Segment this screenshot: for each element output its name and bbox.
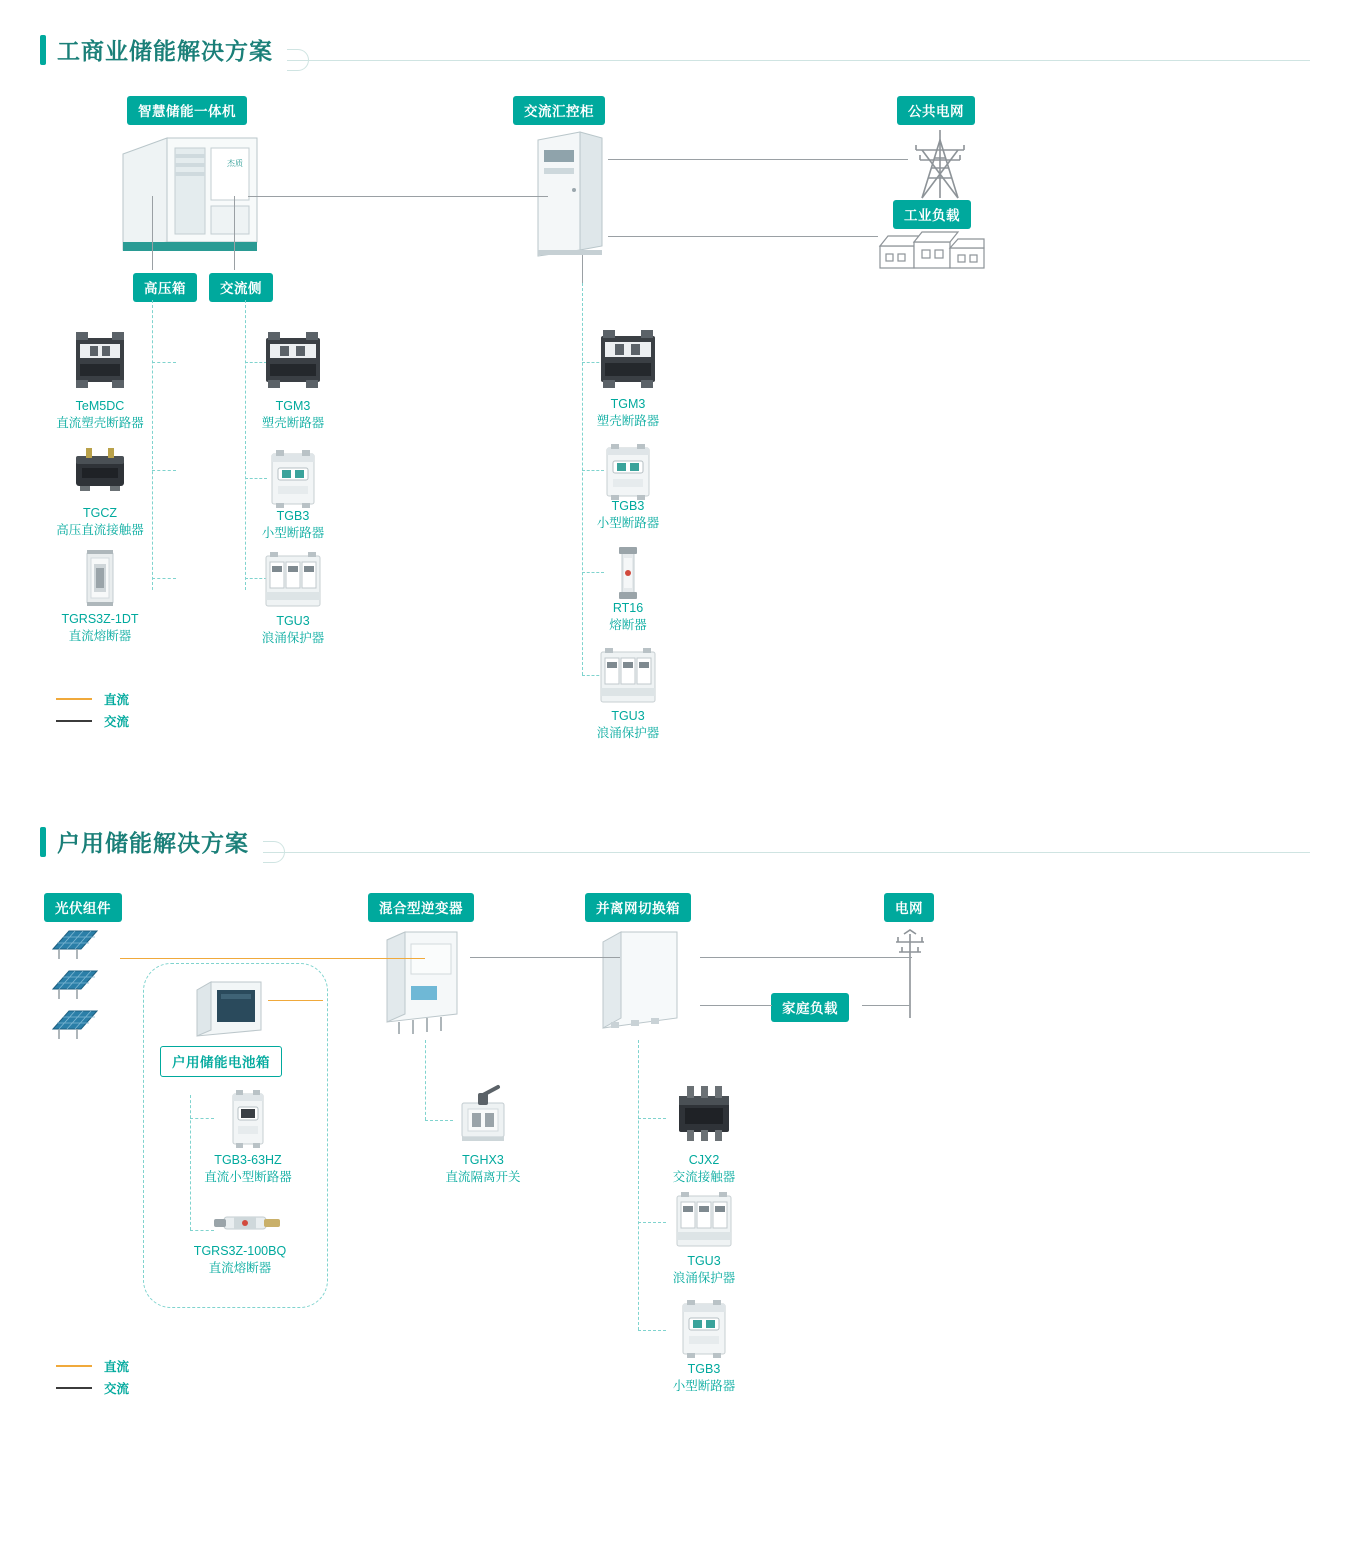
component-name: 小型断路器 — [596, 516, 660, 530]
device-ac-cabinet — [528, 128, 612, 256]
component-name: 塑壳断路器 — [261, 416, 325, 430]
legend-swatch-ac — [56, 1387, 92, 1389]
component-icon-tgu3-ac — [262, 552, 324, 610]
branch-sw-3 — [638, 1330, 666, 1331]
legend-swatch-dc — [56, 1365, 92, 1367]
component-model: TGB3-63HZ — [214, 1153, 282, 1167]
component-name: 交流接触器 — [672, 1170, 736, 1184]
node-label-ess: 智慧储能一体机 — [127, 96, 247, 125]
node-label-grid: 电网 — [884, 893, 934, 922]
legend-row-dc — [56, 688, 129, 710]
branch-bat-1 — [190, 1118, 214, 1119]
legend-residential — [56, 1355, 129, 1399]
component-caption-tghx3 — [445, 1152, 520, 1186]
section-divider — [263, 852, 1310, 853]
component-caption-tgcz — [56, 505, 144, 539]
component-icon-cjx2 — [673, 1086, 735, 1142]
branch-hv-box — [152, 300, 153, 590]
component-model: TGU3 — [611, 709, 645, 723]
legend-label-ac: 交流 — [104, 715, 130, 729]
line-switchbox-to-grid — [700, 957, 912, 958]
branch-hv-3 — [152, 578, 176, 579]
component-name: 小型断路器 — [261, 526, 325, 540]
device-industrial-building — [878, 228, 988, 270]
legend-label-dc: 直流 — [104, 693, 130, 707]
node-label-home-load: 家庭负载 — [771, 993, 849, 1022]
branch-inverter — [425, 1040, 426, 1120]
component-caption-tgrs3z-1dt — [61, 611, 138, 645]
branch-hv-2 — [152, 470, 176, 471]
component-name: 小型断路器 — [672, 1379, 736, 1393]
component-caption-tgu3-cab — [597, 708, 660, 742]
component-icon-tgcz — [72, 448, 128, 492]
line-drop-hv-box — [152, 196, 153, 270]
branch-cabinet — [582, 283, 583, 675]
section-title: 工商业储能解决方案 — [57, 38, 273, 64]
component-model: TeM5DC — [75, 399, 125, 413]
legend-swatch-ac — [56, 720, 92, 722]
component-icon-tgrs3z-1dt — [77, 550, 123, 606]
component-caption-tgrs3z-100bq — [194, 1243, 286, 1277]
branch-inv-1 — [425, 1120, 453, 1121]
branch-ac-2 — [245, 478, 267, 479]
component-name: 直流塑壳断路器 — [56, 416, 144, 430]
device-pv-panel-2 — [49, 967, 101, 1001]
component-name: 熔断器 — [609, 618, 647, 632]
line-drop-ac-side — [234, 196, 235, 270]
branch-sw-2 — [638, 1222, 666, 1223]
component-caption-tgb3-cab — [597, 498, 660, 532]
component-caption-tgb3-res — [673, 1361, 736, 1395]
line-cabinet-to-load — [608, 236, 878, 237]
legend-row-dc — [56, 1355, 129, 1377]
node-label-ac-side: 交流侧 — [209, 273, 273, 302]
component-icon-tem5dc — [70, 332, 130, 388]
component-icon-tgb3-63hz — [228, 1090, 268, 1148]
component-model: CJX2 — [688, 1153, 720, 1167]
component-icon-tgm3-ac — [260, 332, 326, 388]
section-title: 户用储能解决方案 — [57, 830, 249, 856]
component-name: 直流熔断器 — [68, 629, 132, 643]
node-label-industrial-load: 工业负载 — [893, 200, 971, 229]
component-model: TGM3 — [275, 399, 311, 413]
line-ess-to-ac-cabinet — [248, 196, 548, 197]
node-label-battery-box: 户用储能电池箱 — [160, 1046, 282, 1077]
branch-switchbox — [638, 1040, 639, 1330]
component-icon-tgu3-cab — [597, 648, 659, 706]
component-caption-tgu3-ac — [262, 613, 325, 647]
component-name: 直流熔断器 — [208, 1261, 272, 1275]
component-model: RT16 — [612, 601, 644, 615]
component-model: TGB3 — [687, 1362, 721, 1376]
component-icon-tghx3 — [452, 1085, 514, 1143]
component-icon-tgm3-cab — [595, 330, 661, 388]
component-caption-cjx2 — [673, 1152, 736, 1186]
component-caption-tgu3-res — [673, 1253, 736, 1287]
component-model: TGRS3Z-100BQ — [193, 1244, 287, 1258]
device-pv-panel-3 — [49, 1007, 101, 1041]
legend-label-ac: 交流 — [104, 1382, 130, 1396]
branch-hv-1 — [152, 362, 176, 363]
legend-label-dc: 直流 — [104, 1360, 130, 1374]
section-accent-bar — [40, 827, 46, 857]
component-name: 浪涌保护器 — [261, 631, 325, 645]
component-name: 浪涌保护器 — [672, 1271, 736, 1285]
legend-swatch-dc — [56, 698, 92, 700]
component-caption-rt16 — [609, 600, 647, 634]
line-inverter-to-switchbox — [470, 957, 620, 958]
component-name: 直流小型断路器 — [204, 1170, 292, 1184]
node-label-pv: 光伏组件 — [44, 893, 122, 922]
component-icon-tgb3-res — [677, 1300, 731, 1358]
line-drop-ac-cabinet — [582, 255, 583, 283]
section-accent-bar — [40, 35, 46, 65]
line-switchbox-to-home-load — [700, 1005, 772, 1006]
branch-battery-box — [190, 1095, 191, 1230]
branch-cab-3 — [582, 572, 604, 573]
component-icon-tgu3-res — [673, 1192, 735, 1250]
line-pv-to-inverter-dc — [120, 958, 425, 959]
component-icon-tgb3-ac — [266, 450, 320, 508]
line-home-load-to-grid — [862, 1005, 910, 1006]
component-model: TGU3 — [687, 1254, 721, 1268]
component-icon-tgb3-cab — [601, 444, 655, 500]
component-model: TGU3 — [276, 614, 310, 628]
component-caption-tgm3-cab — [597, 396, 660, 430]
device-battery-box — [191, 978, 267, 1038]
node-label-public-grid: 公共电网 — [897, 96, 975, 125]
node-label-hv-box: 高压箱 — [133, 273, 197, 302]
component-name: 浪涌保护器 — [596, 726, 660, 740]
component-model: TGRS3Z-1DT — [61, 612, 139, 626]
component-name: 直流隔离开关 — [445, 1170, 521, 1184]
device-switch-box — [597, 926, 683, 1032]
legend-commercial — [56, 688, 129, 732]
component-model: TGB3 — [611, 499, 645, 513]
device-transmission-tower — [900, 128, 980, 200]
component-caption-tgb3-63hz — [204, 1152, 292, 1186]
node-label-switch-box: 并离网切换箱 — [585, 893, 691, 922]
component-caption-tem5dc — [56, 398, 144, 432]
node-label-inverter: 混合型逆变器 — [368, 893, 474, 922]
branch-sw-1 — [638, 1118, 666, 1119]
branch-ac-side — [245, 300, 246, 590]
device-ess-cabinet — [115, 130, 265, 255]
component-model: TGCZ — [82, 506, 118, 520]
line-battery-dc-stub — [268, 1000, 323, 1001]
section-header-commercial — [40, 33, 1310, 66]
section-header-residential — [40, 825, 1310, 858]
component-model: TGB3 — [276, 509, 310, 523]
component-name: 塑壳断路器 — [596, 414, 660, 428]
component-model: TGM3 — [610, 397, 646, 411]
device-hybrid-inverter — [379, 928, 465, 1038]
component-icon-tgrs3z-100bq — [210, 1205, 286, 1239]
component-caption-tgm3-ac — [262, 398, 325, 432]
section-divider — [287, 60, 1310, 61]
component-model: TGHX3 — [462, 1153, 504, 1167]
device-utility-pole — [890, 928, 930, 1020]
legend-row-ac — [56, 1377, 129, 1399]
device-pv-panel-1 — [49, 927, 101, 961]
component-caption-tgb3-ac — [262, 508, 325, 542]
component-icon-rt16 — [611, 545, 645, 601]
legend-row-ac — [56, 710, 129, 732]
svg-text:杰质: 杰质 — [227, 159, 243, 168]
component-name: 高压直流接触器 — [56, 523, 144, 537]
node-label-ac-cabinet: 交流汇控柜 — [513, 96, 605, 125]
line-cabinet-to-grid — [608, 159, 908, 160]
